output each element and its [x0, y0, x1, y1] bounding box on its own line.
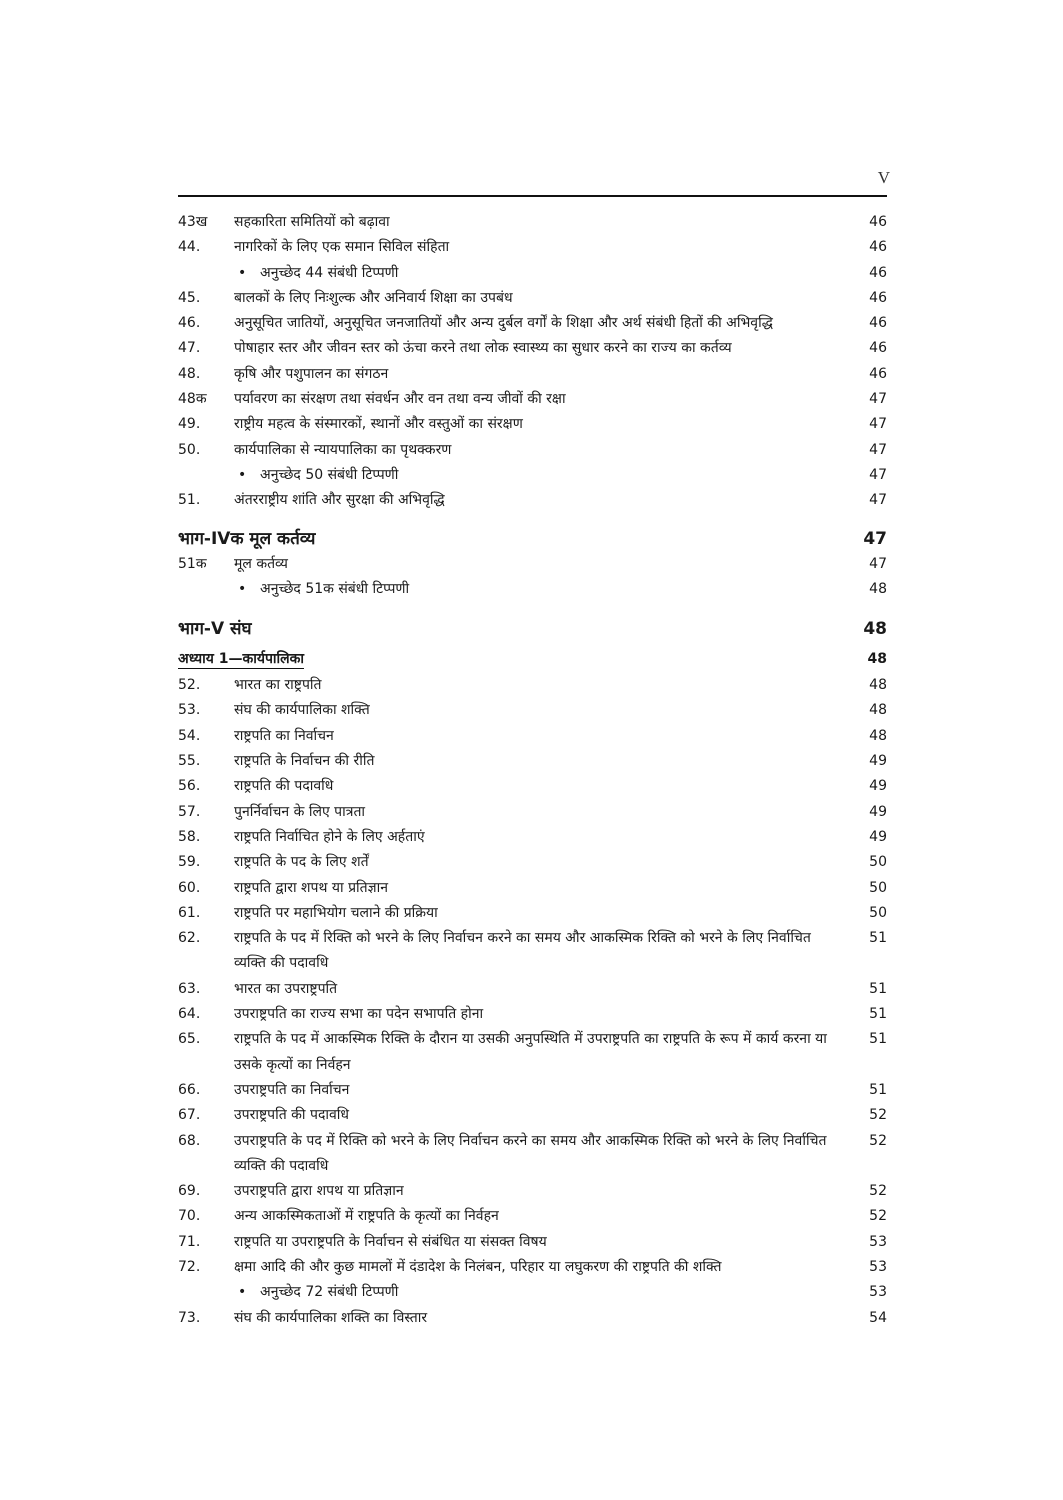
entry-page: 48: [869, 580, 887, 597]
chapter-page: 48: [867, 651, 887, 668]
entry-title: [234, 1204, 839, 1229]
section-title: भाग-V संघ: [178, 619, 252, 640]
header-rule: [178, 195, 887, 197]
toc-block-part-iva: [178, 552, 887, 603]
bullet-icon: •: [238, 1284, 247, 1301]
entry-title: [234, 1027, 839, 1078]
entry-title: [234, 977, 839, 1002]
entry-number: 55.: [178, 753, 201, 770]
entry-page: 48: [869, 727, 887, 744]
entry-page: 47: [869, 466, 887, 483]
entry-title: [234, 286, 839, 311]
entry-title-text: कार्यपालिका से न्यायपालिका का पृथक्करण: [234, 441, 452, 458]
entry-page: 51: [869, 980, 887, 997]
entry-title: [234, 850, 839, 875]
toc-entry: [178, 698, 887, 723]
entry-number: 65.: [178, 1031, 201, 1048]
entry-page: 48: [869, 677, 887, 694]
toc-subentry: [178, 577, 887, 602]
entry-page: 52: [869, 1132, 887, 1149]
entry-title-text: पर्यावरण का संरक्षण तथा संवर्धन और वन तथा वन्य जीवों की रक्षा: [234, 391, 566, 408]
entry-number: 56.: [178, 778, 201, 795]
entry-title: [234, 235, 839, 260]
toc-entry: [178, 286, 887, 311]
toc-entry: [178, 876, 887, 901]
entry-page: 46: [869, 289, 887, 306]
entry-page: 46: [869, 214, 887, 230]
toc-block-chapter-1: [178, 673, 887, 1331]
entry-title-text: कृषि और पशुपालन का संगठन: [234, 365, 389, 382]
entry-title-text: राष्ट्रपति के पद में आकस्मिक रिक्ति के दौरान या उसकी अनुपस्थिति में उपराष्ट्रपति का राष्ट्रपति के रूप में कार्य करना या उसके कृत्यों का निर्वहन: [234, 1031, 827, 1073]
entry-page: 50: [869, 854, 887, 871]
entry-title: [234, 1103, 839, 1128]
entry-page: 51: [869, 1081, 887, 1098]
entry-title-text: राष्ट्रपति की पदावधि: [234, 778, 334, 795]
entry-number: 67.: [178, 1107, 201, 1124]
entry-title: [234, 774, 839, 799]
entry-title-text: संघ की कार्यपालिका शक्ति: [234, 702, 370, 719]
entry-title-text: अनुच्छेद 44 संबंधी टिप्पणी: [260, 264, 399, 281]
table-of-contents: [178, 210, 887, 1331]
entry-title: [234, 724, 839, 749]
entry-title-text: राष्ट्रपति का निर्वाचन: [234, 727, 334, 744]
toc-entry: [178, 387, 887, 412]
entry-title-text: राष्ट्रपति द्वारा शपथ या प्रतिज्ञान: [234, 879, 389, 896]
entry-title: [234, 926, 839, 977]
entry-title-text: राष्ट्रपति के पद में रिक्ति को भरने के लिए निर्वाचन करने का समय और आकस्मिक रिक्ति को भरने के लिए निर्वाचित व्यक्ति की पदावधि: [234, 930, 811, 972]
entry-title-text: पोषाहार स्तर और जीवन स्तर को ऊंचा करने तथा लोक स्वास्थ्य का सुधार करने का राज्य का कर्तव्य: [234, 340, 732, 357]
entry-number: 69.: [178, 1183, 201, 1200]
entry-number: 58.: [178, 828, 201, 845]
toc-entry: [178, 1204, 887, 1229]
toc-subentry: [178, 261, 887, 286]
toc-entry: [178, 749, 887, 774]
entry-number: 47.: [178, 340, 201, 357]
entry-title: [234, 749, 839, 774]
entry-page: 47: [869, 441, 887, 458]
toc-block-part-iv: [178, 210, 887, 514]
entry-title-text: नागरिकों के लिए एक समान सिविल संहिता: [234, 239, 450, 256]
chapter-title: अध्याय 1—कार्यपालिका: [178, 651, 305, 668]
entry-title-text: क्षमा आदि की और कुछ मामलों में दंडादेश के निलंबन, परिहार या लघुकरण की राष्ट्रपति की शक्ति: [234, 1258, 722, 1275]
entry-title-text: पुनर्निर्वाचन के लिए पात्रता: [234, 803, 366, 820]
entry-number: 45.: [178, 289, 201, 306]
entry-title-text: उपराष्ट्रपति की पदावधि: [234, 1107, 350, 1124]
entry-number: 68.: [178, 1132, 201, 1149]
entry-title-text: राष्ट्रपति या उपराष्ट्रपति के निर्वाचन से संबंधित या संसक्त विषय: [234, 1233, 547, 1250]
entry-number: 50.: [178, 441, 201, 458]
toc-entry: [178, 774, 887, 799]
entry-page: 49: [869, 803, 887, 820]
entry-title: [234, 1255, 839, 1280]
entry-title: [238, 1280, 839, 1305]
entry-number: 57.: [178, 803, 201, 820]
entry-title-text: संघ की कार्यपालिका शक्ति का विस्तार: [234, 1309, 428, 1326]
entry-page: 52: [869, 1107, 887, 1124]
entry-title: [234, 552, 839, 577]
entry-number: 51.: [178, 492, 201, 509]
entry-title: [234, 1129, 839, 1180]
entry-page: 53: [869, 1233, 887, 1250]
entry-title-text: मूल कर्तव्य: [234, 555, 288, 572]
entry-title: [234, 1002, 839, 1027]
entry-title-text: अनुसूचित जातियों, अनुसूचित जनजातियों और अन्य दुर्बल वर्गों के शिक्षा और अर्थ संबंधी हितों की अभिवृद्धि: [234, 315, 773, 332]
entry-title-text: उपराष्ट्रपति द्वारा शपथ या प्रतिज्ञान: [234, 1183, 404, 1200]
entry-title: [234, 311, 839, 336]
entry-title: [234, 673, 839, 698]
entry-number: 48क: [178, 391, 207, 408]
entry-number: 71.: [178, 1233, 201, 1250]
entry-page: 52: [869, 1208, 887, 1225]
entry-page: 46: [869, 239, 887, 256]
bullet-icon: •: [238, 466, 247, 483]
toc-entry: [178, 1179, 887, 1204]
entry-number: 51क: [178, 555, 207, 572]
entry-title-text: बालकों के लिए निःशुल्क और अनिवार्य शिक्षा का उपबंध: [234, 289, 513, 306]
entry-page: 48: [869, 702, 887, 719]
section-title: भाग-IVक मूल कर्तव्य: [178, 528, 316, 549]
entry-title-text: राष्ट्रीय महत्व के संस्मारकों, स्थानों और वस्तुओं का संरक्षण: [234, 416, 523, 433]
toc-entry: [178, 1306, 887, 1331]
entry-page: 46: [869, 340, 887, 357]
entry-number: 70.: [178, 1208, 201, 1225]
entry-number: 64.: [178, 1006, 201, 1023]
entry-number: 63.: [178, 980, 201, 997]
toc-entry: [178, 825, 887, 850]
entry-page: 49: [869, 753, 887, 770]
entry-title: [238, 261, 839, 286]
toc-entry: [178, 1103, 887, 1128]
entry-title: [234, 1078, 839, 1103]
toc-entry: [178, 1129, 887, 1180]
entry-number: 60.: [178, 879, 201, 896]
entry-number: 49.: [178, 416, 201, 433]
entry-page: 49: [869, 828, 887, 845]
toc-entry: [178, 1230, 887, 1255]
chapter-heading: [178, 646, 887, 673]
toc-entry: [178, 1002, 887, 1027]
toc-entry: [178, 977, 887, 1002]
entry-title-text: अनुच्छेद 51क संबंधी टिप्पणी: [260, 580, 410, 597]
entry-title: [234, 362, 839, 387]
toc-entry: [178, 1027, 887, 1078]
entry-number: 44.: [178, 239, 201, 256]
toc-entry: [178, 438, 887, 463]
toc-entry: [178, 926, 887, 977]
entry-page: 46: [869, 315, 887, 332]
entry-title: [234, 412, 839, 437]
entry-number: 73.: [178, 1309, 201, 1326]
toc-entry: [178, 210, 887, 235]
entry-page: 51: [869, 1031, 887, 1048]
entry-page: 46: [869, 365, 887, 382]
entry-title-text: उपराष्ट्रपति का निर्वाचन: [234, 1081, 350, 1098]
section-page: 48: [863, 619, 887, 640]
entry-page: 53: [869, 1258, 887, 1275]
entry-title: [234, 876, 839, 901]
entry-title: [234, 1230, 839, 1255]
entry-page: 51: [869, 930, 887, 947]
entry-title: [234, 825, 839, 850]
entry-title: [234, 438, 839, 463]
entry-title: [234, 210, 839, 235]
entry-number: 72.: [178, 1258, 201, 1275]
entry-number: 46.: [178, 315, 201, 332]
entry-number: 61.: [178, 904, 201, 921]
section-heading-part-v: [178, 616, 887, 642]
toc-entry: [178, 850, 887, 875]
bullet-icon: •: [238, 580, 247, 597]
entry-title-text: भारत का राष्ट्रपति: [234, 677, 322, 694]
entry-number: 43ख: [178, 214, 208, 230]
entry-number: 53.: [178, 702, 201, 719]
entry-title-text: राष्ट्रपति पर महाभियोग चलाने की प्रक्रिया: [234, 904, 438, 921]
entry-page: 50: [869, 879, 887, 896]
entry-page: 50: [869, 904, 887, 921]
entry-title: [234, 800, 839, 825]
entry-title: [234, 387, 839, 412]
entry-title: [238, 463, 839, 488]
entry-title-text: अनुच्छेद 72 संबंधी टिप्पणी: [260, 1284, 399, 1301]
toc-entry: [178, 1078, 887, 1103]
entry-page: 51: [869, 1006, 887, 1023]
entry-title-text: राष्ट्रपति के निर्वाचन की रीति: [234, 753, 375, 770]
entry-title-text: राष्ट्रपति निर्वाचित होने के लिए अर्हताएं: [234, 828, 425, 845]
entry-title: [234, 1306, 839, 1331]
section-heading-part-iva: [178, 526, 887, 552]
toc-entry: [178, 336, 887, 361]
toc-entry: [178, 673, 887, 698]
entry-page: 47: [869, 555, 887, 572]
toc-entry: [178, 552, 887, 577]
entry-title-text: सहकारिता समितियों को बढ़ावा: [234, 214, 390, 230]
toc-subentry: [178, 1280, 887, 1305]
entry-page: 54: [869, 1309, 887, 1326]
entry-title: [234, 901, 839, 926]
entry-page: 49: [869, 778, 887, 795]
toc-entry: [178, 488, 887, 513]
entry-title: [234, 1179, 839, 1204]
entry-title-text: अंतरराष्ट्रीय शांति और सुरक्षा की अभिवृद्धि: [234, 492, 445, 509]
entry-page: 46: [869, 264, 887, 281]
toc-entry: [178, 235, 887, 260]
toc-entry: [178, 901, 887, 926]
entry-page: 47: [869, 492, 887, 509]
entry-number: 59.: [178, 854, 201, 871]
entry-title-text: अनुच्छेद 50 संबंधी टिप्पणी: [260, 466, 399, 483]
toc-entry: [178, 362, 887, 387]
toc-entry: [178, 412, 887, 437]
section-page: 47: [863, 528, 887, 549]
entry-number: 66.: [178, 1081, 201, 1098]
entry-page: 52: [869, 1183, 887, 1200]
toc-entry: [178, 800, 887, 825]
entry-number: 48.: [178, 365, 201, 382]
entry-page: 53: [869, 1284, 887, 1301]
entry-number: 54.: [178, 727, 201, 744]
entry-page: 47: [869, 416, 887, 433]
entry-number: 62.: [178, 930, 201, 947]
toc-entry: [178, 724, 887, 749]
entry-page: 47: [869, 391, 887, 408]
entry-title: [234, 698, 839, 723]
toc-subentry: [178, 463, 887, 488]
entry-title-text: राष्ट्रपति के पद के लिए शर्तें: [234, 854, 369, 871]
page-number: V: [877, 168, 890, 187]
entry-title: [238, 577, 839, 602]
entry-title-text: उपराष्ट्रपति के पद में रिक्ति को भरने के लिए निर्वाचन करने का समय और आकस्मिक रिक्ति को भरने के लिए निर्वाचित व्यक्ति की पदावधि: [234, 1132, 827, 1174]
toc-entry: [178, 1255, 887, 1280]
bullet-icon: •: [238, 264, 247, 281]
entry-title: [234, 336, 839, 361]
entry-title-text: अन्य आकस्मिकताओं में राष्ट्रपति के कृत्यों का निर्वहन: [234, 1208, 499, 1225]
entry-title-text: उपराष्ट्रपति का राज्य सभा का पदेन सभापति होना: [234, 1006, 484, 1023]
entry-title-text: भारत का उपराष्ट्रपति: [234, 980, 338, 997]
toc-entry: [178, 311, 887, 336]
entry-number: 52.: [178, 677, 201, 694]
entry-title: [234, 488, 839, 513]
